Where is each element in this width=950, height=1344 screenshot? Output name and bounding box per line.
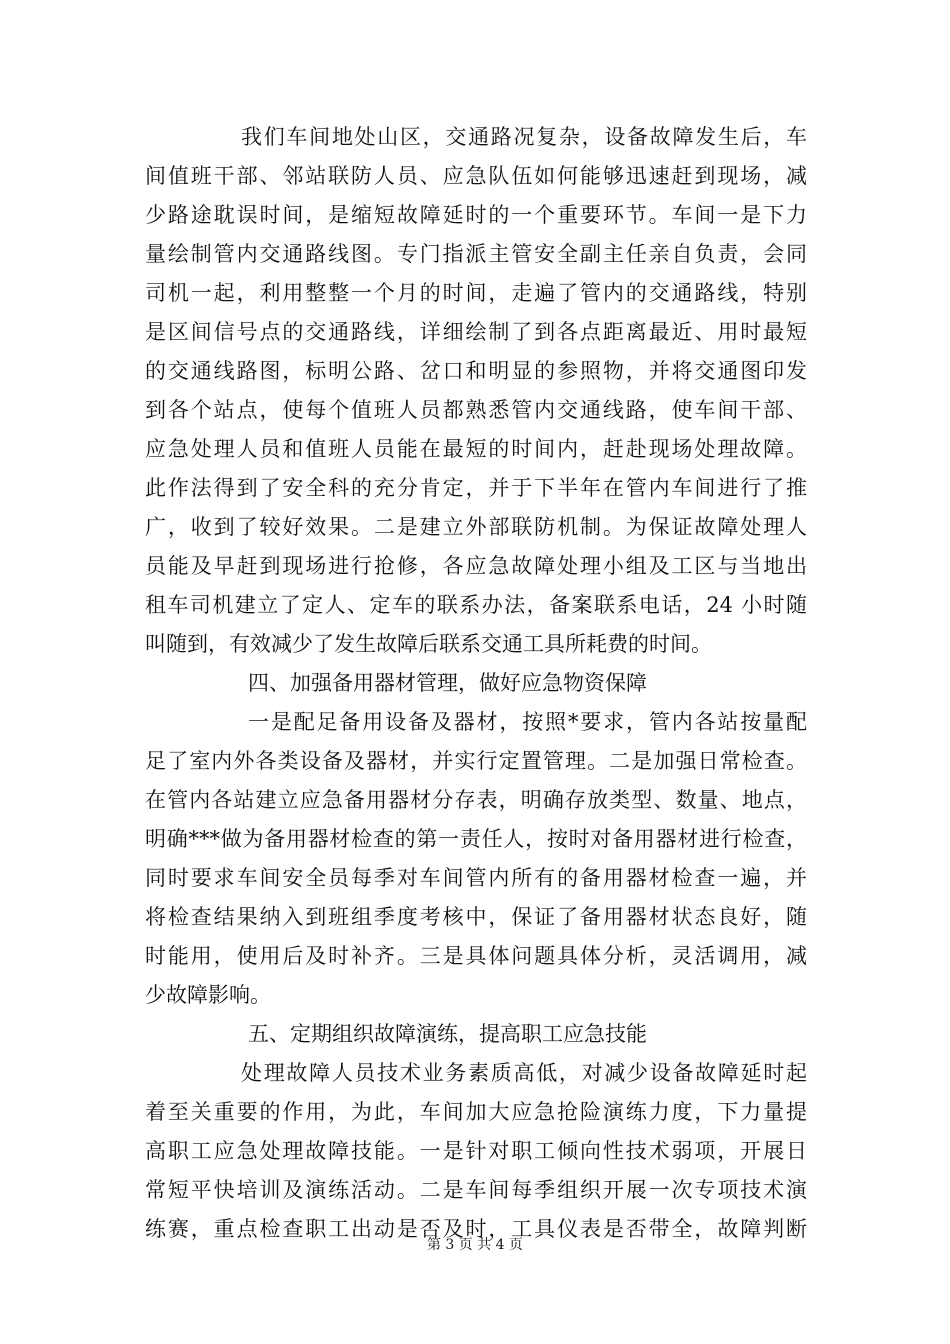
paragraph-1-line: 租车司机建立了定人、定车的联系办法，备案联系电话，24 小时随: [145, 593, 807, 617]
paragraph-1-line: 我们车间地处山区，交通路况复杂，设备故障发生后，车: [241, 125, 807, 149]
paragraph-3-line: 着至关重要的作用，为此，车间加大应急抢险演练力度，下力量提: [145, 1100, 807, 1124]
paragraph-1-line: 到各个站点，使每个值班人员都熟悉管内交通线路，使车间干部、: [145, 398, 807, 422]
document-body: [145, 118, 807, 1249]
paragraph-1-line: 司机一起，利用整整一个月的时间，走遍了管内的交通路线，特别: [145, 281, 807, 305]
section-heading-4: 四、加强备用器材管理，做好应急物资保障: [248, 671, 647, 695]
paragraph-3-line: 常短平快培训及演练活动。二是车间每季组织开展一次专项技术演: [145, 1178, 807, 1202]
paragraph-3-line: 处理故障人员技术业务素质高低，对减少设备故障延时起: [241, 1061, 807, 1085]
paragraph-2-line: 少故障影响。: [145, 983, 271, 1007]
paragraph-1-line: 此作法得到了安全科的充分肯定，并于下半年在管内车间进行了推: [145, 476, 807, 500]
section-heading-5: 五、定期组织故障演练，提高职工应急技能: [248, 1022, 647, 1046]
paragraph-1-line: 应急处理人员和值班人员能在最短的时间内，赶赴现场处理故障。: [145, 437, 807, 461]
paragraph-2-line: 时能用，使用后及时补齐。三是具体问题具体分析，灵活调用，减: [145, 944, 807, 968]
paragraph-1-line: 叫随到，有效减少了发生故障后联系交通工具所耗费的时间。: [145, 632, 712, 656]
paragraph-2-line: 足了室内外各类设备及器材，并实行定置管理。二是加强日常检查。: [145, 749, 807, 773]
page-number-footer: 第 3 页 共 4 页: [426, 1237, 524, 1253]
paragraph-1-line: 员能及早赶到现场进行抢修，各应急故障处理小组及工区与当地出: [145, 554, 807, 578]
paragraph-2-line: 将检查结果纳入到班组季度考核中，保证了备用器材状态良好，随: [145, 905, 807, 929]
paragraph-1-line: 是区间信号点的交通路线，详细绘制了到各点距离最近、用时最短: [145, 320, 807, 344]
paragraph-3-line: 练赛，重点检查职工出动是否及时，工具仪表是否带全，故障判断: [145, 1217, 807, 1241]
paragraph-1-line: 少路途耽误时间，是缩短故障延时的一个重要环节。车间一是下力: [145, 203, 807, 227]
paragraph-1-line: 广，收到了较好效果。二是建立外部联防机制。为保证故障处理人: [145, 515, 807, 539]
paragraph-2-line: 同时要求车间安全员每季对车间管内所有的备用器材检查一遍，并: [145, 866, 807, 890]
paragraph-2-line: 明确***做为备用器材检查的第一责任人，按时对备用器材进行检查，: [145, 827, 807, 851]
paragraph-1-line: 量绘制管内交通路线图。专门指派主管安全副主任亲自负责，会同: [145, 242, 807, 266]
paragraph-3-line: 高职工应急处理故障技能。一是针对职工倾向性技术弱项，开展日: [145, 1139, 807, 1163]
paragraph-1-line: 的交通线路图，标明公路、岔口和明显的参照物，并将交通图印发: [145, 359, 807, 383]
paragraph-2-line: 在管内各站建立应急备用器材分存表，明确存放类型、数量、地点，: [145, 788, 807, 812]
paragraph-1-line: 间值班干部、邻站联防人员、应急队伍如何能够迅速赶到现场，减: [145, 164, 807, 188]
paragraph-2-line: 一是配足备用设备及器材，按照*要求，管内各站按量配: [248, 710, 807, 734]
